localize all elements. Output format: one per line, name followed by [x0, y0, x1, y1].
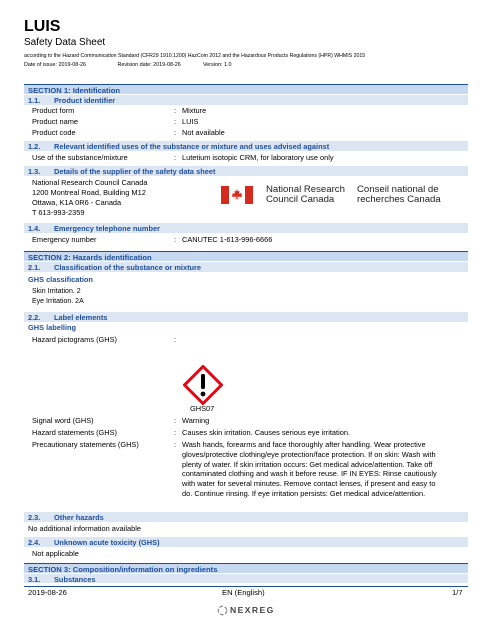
subsection-2-4	[24, 537, 468, 547]
issue-date: Date of issue: 2019-08-26	[24, 62, 87, 68]
other-hazards-value: No additional information available	[28, 524, 141, 533]
product-form-label: Product form	[32, 106, 75, 115]
product-code-label: Product code	[32, 128, 76, 137]
footer-language: EN (English)	[222, 588, 265, 597]
subsection-1-1	[24, 95, 468, 105]
supplier-name: National Research Council Canada	[32, 178, 148, 187]
subsection-number: 2.3.	[28, 513, 41, 522]
nrc-logo-line: National Research	[266, 184, 345, 195]
signal-word-label: Signal word (GHS)	[32, 416, 94, 425]
version: Version: 1.0	[203, 62, 232, 68]
nexreg-logo-icon	[217, 605, 228, 616]
subsection-title: Emergency telephone number	[54, 224, 160, 233]
subsection-title: Label elements	[54, 313, 108, 322]
use-value: Lutetium isotopic CRM, for laboratory use only	[182, 153, 334, 162]
colon: :	[174, 428, 177, 437]
supplier-address: 1200 Montreal Road, Building M12	[32, 188, 146, 197]
colon: :	[174, 235, 177, 244]
ghs-labelling-heading: GHS labelling	[28, 323, 77, 332]
subsection-title: Substances	[54, 575, 96, 584]
subsection-title: Relevant identified uses of the substance or mixture and uses advised against	[54, 142, 330, 151]
hazard-statements-value: Causes skin irritation. Causes serious eye irritation.	[182, 428, 350, 437]
exclamation-mark-pictogram-icon	[183, 365, 223, 405]
canada-flag-icon	[221, 186, 253, 204]
subsection-number: 1.4.	[28, 224, 41, 233]
use-label: Use of the substance/mixture	[32, 153, 128, 162]
colon: :	[174, 117, 177, 126]
nexreg-logo-text: NEXREG	[230, 605, 275, 615]
product-name-label: Product name	[32, 117, 79, 126]
subsection-number: 1.1.	[28, 96, 41, 105]
supplier-city: Ottawa, K1A 0R6 - Canada	[32, 198, 122, 207]
nrc-logo-line: recherches Canada	[357, 194, 441, 205]
subsection-1-4	[24, 223, 468, 233]
colon: :	[174, 106, 177, 115]
revision-date: Revision date: 2019-08-26	[117, 62, 181, 68]
regulation-reference: according to the Hazard Communication Standard (CFR29 1910.1200) HazCom 2012 and the Hazardous Products Regulations (HPR) WHMIS 2015	[24, 53, 366, 59]
subsection-number: 3.1.	[28, 575, 41, 584]
signal-word-value: Warning	[182, 416, 210, 425]
classification-item: Eye Irritation. 2A	[32, 298, 84, 305]
subsection-title: Details of the supplier of the safety data sheet	[54, 167, 216, 176]
section-1-header: SECTION 1: Identification	[24, 84, 468, 94]
subsection-number: 1.2.	[28, 142, 41, 151]
pictograms-label: Hazard pictograms (GHS)	[32, 335, 118, 344]
section-3-header: SECTION 3: Composition/information on ingredients	[24, 563, 468, 573]
footer-date: 2019-08-26	[28, 588, 67, 597]
subsection-2-1	[24, 262, 468, 272]
subsection-number: 1.3.	[28, 167, 41, 176]
supplier-phone: T 613-993-2359	[32, 208, 85, 217]
colon: :	[174, 335, 177, 344]
nrc-logo-line: Council Canada	[266, 194, 335, 205]
nrc-logo-line: Conseil national de	[357, 184, 439, 195]
classification-item: Skin Irritation. 2	[32, 288, 81, 295]
subsection-number: 2.1.	[28, 263, 41, 272]
emergency-value: CANUTEC 1-613-996-6666	[182, 235, 273, 244]
hazard-statements-label: Hazard statements (GHS)	[32, 428, 118, 437]
subsection-number: 2.4.	[28, 538, 41, 547]
colon: :	[174, 416, 177, 425]
subsection-1-3	[24, 166, 468, 176]
emergency-label: Emergency number	[32, 235, 97, 244]
ghs-classification-heading: GHS classification	[28, 275, 93, 284]
nrc-logo-english	[266, 185, 345, 205]
footer-divider	[24, 586, 468, 587]
precautionary-statements-value: Wash hands, forearms and face thoroughly after handling. Wear protective gloves/protective clothing/eye protection/face protection. If on skin: Wash with plenty of water. If skin irritation occurs: Get medical advice/attention. Take off contaminated clothing and wash it before reuse. IF IN EYES: Rinse cautiously with water for several minutes. Remove contact lenses, if present and easy to do. Continue rinsing. If eye irritation persists: Get medical advice/attention.	[182, 440, 437, 498]
precautionary-statements-label: Precautionary statements (GHS)	[32, 440, 139, 449]
subsection-1-2	[24, 141, 468, 151]
subsection-title: Classification of the substance or mixture	[54, 263, 202, 272]
subsection-number: 2.2.	[28, 313, 41, 322]
colon: :	[174, 440, 177, 449]
nrc-logo-french	[357, 185, 441, 205]
subsection-title: Other hazards	[54, 513, 104, 522]
subsection-2-3	[24, 512, 468, 522]
document-title: LUIS	[24, 18, 61, 35]
pictogram-code: GHS07	[190, 404, 215, 413]
document-subtitle: Safety Data Sheet	[24, 37, 106, 48]
subsection-title: Product identifier	[54, 96, 116, 105]
product-code-value: Not available	[182, 128, 225, 137]
subsection-title: Unknown acute toxicity (GHS)	[54, 538, 160, 547]
document-dates	[24, 62, 231, 68]
footer-page-number: 1/7	[452, 588, 463, 597]
product-name-value: LUIS	[182, 117, 199, 126]
subsection-3-1	[24, 574, 468, 583]
unknown-toxicity-value: Not applicable	[32, 549, 79, 558]
colon: :	[174, 153, 177, 162]
section-2-header: SECTION 2: Hazards identification	[24, 251, 468, 261]
colon: :	[174, 128, 177, 137]
product-form-value: Mixture	[182, 106, 207, 115]
subsection-2-2	[24, 312, 468, 322]
nexreg-logo	[217, 603, 275, 617]
